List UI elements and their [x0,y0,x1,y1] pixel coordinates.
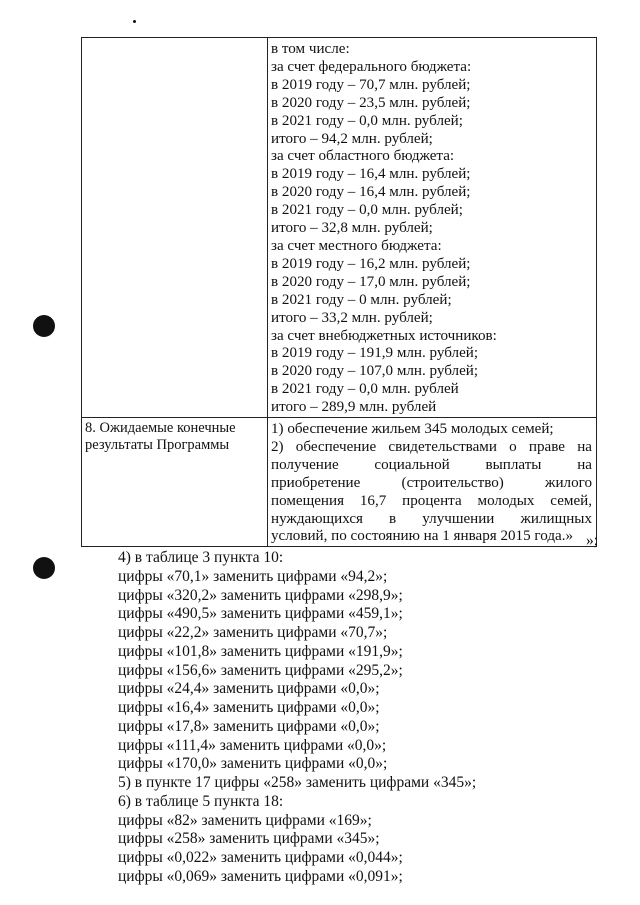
results-label-line: 8. Ожидаемые конечные [85,420,236,437]
funding-line: итого – 94,2 млн. рублей; [271,130,433,147]
funding-line: в 2019 году – 191,9 млн. рублей; [271,345,479,362]
funding-line: в 2021 году – 0,0 млн. рублей [271,381,459,398]
funding-line: в 2020 году – 16,4 млн. рублей; [271,184,471,201]
funding-line: за счет областного бюджета: [271,148,455,165]
table-row-results [82,418,597,547]
funding-line: в 2020 году – 23,5 млн. рублей; [271,94,471,111]
funding-line: в 2019 году – 16,4 млн. рублей; [271,166,471,183]
amendment-line: цифры «17,8» заменить цифрами «0,0»; [118,717,380,735]
funding-line: в 2020 году – 17,0 млн. рублей; [271,273,471,290]
funding-line: в 2021 году – 0 млн. рублей; [271,291,452,308]
funding-line: итого – 289,9 млн. рублей [271,399,437,416]
goal-line: 2) обеспечение свидетельствами о праве на [271,438,592,455]
funding-line: за счет внебюджетных источников: [271,327,497,344]
scan-speck [133,20,136,23]
amendment-line: цифры «490,5» заменить цифрами «459,1»; [118,605,403,623]
amendment-line: 4) в таблице 3 пункта 10: [118,549,284,566]
funding-line: в 2021 году – 0,0 млн. рублей; [271,112,463,129]
amendment-line: цифры «0,022» заменить цифрами «0,044»; [118,849,403,866]
goal-line: условий, по состоянию на 1 января 2015 года.» [271,528,574,545]
amendment-line: цифры «70,1» заменить цифрами «94,2»; [118,567,388,585]
amendment-line: цифры «22,2» заменить цифрами «70,7»; [118,624,388,641]
quote-closing-mark: »; [586,532,599,549]
goal-line: 1) обеспечение жильем 345 молодых семей; [271,421,554,438]
amendment-line: цифры «156,6» заменить цифрами «295,2»; [118,661,403,679]
goal-line: нуждающихся в улучшении жилищных [271,510,592,527]
amendment-line: цифры «170,0» заменить цифрами «0,0»; [118,755,388,773]
results-label-cell [82,418,268,547]
binder-hole-mark [33,557,55,579]
funding-label-cell [82,38,268,418]
amendment-line: цифры «16,4» заменить цифрами «0,0»; [118,699,380,716]
amendment-line: цифры «82» заменить цифрами «169»; [118,811,372,829]
goal-line: получение социальной выплаты на [271,456,592,473]
amendment-line: цифры «101,8» заменить цифрами «191,9»; [118,642,403,660]
program-passport-table [81,37,597,547]
funding-line: за счет местного бюджета: [271,237,442,254]
funding-line: в 2019 году – 16,2 млн. рублей; [271,255,471,272]
funding-cell [268,38,597,418]
funding-line: в том числе: [271,41,350,57]
amendment-line: цифры «111,4» заменить цифрами «0,0»; [118,736,387,754]
results-label-line: результаты Программы [85,437,230,454]
binder-hole-mark [33,315,55,337]
funding-line: в 2021 году – 0,0 млн. рублей; [271,202,463,219]
amendment-line: цифры «320,2» заменить цифрами «298,9»; [118,586,403,604]
funding-line: итого – 32,8 млн. рублей; [271,220,433,237]
results-cell [268,418,597,547]
amendment-line: 6) в таблице 5 пункта 18: [118,792,284,810]
amendment-line: 5) в пункте 17 цифры «258» заменить цифрами «345»; [118,774,477,791]
table-row-funding [82,38,597,418]
results-goals [271,421,596,546]
funding-line: за счет федерального бюджета: [271,58,472,75]
goal-line: помещения 16,7 процента молодых семей, [271,492,592,509]
funding-lines [271,41,596,417]
funding-line: в 2019 году – 70,7 млн. рублей; [271,76,471,93]
goal-line: приобретение (строительство) жилого [271,474,592,491]
amendment-line: цифры «24,4» заменить цифрами «0,0»; [118,680,380,698]
amendment-line: цифры «258» заменить цифрами «345»; [118,830,380,848]
funding-line: в 2020 году – 107,0 млн. рублей; [271,363,479,380]
amendments-list [118,549,476,887]
amendment-line: цифры «0,069» заменить цифрами «0,091»; [118,867,403,885]
funding-line: итого – 33,2 млн. рублей; [271,309,433,326]
